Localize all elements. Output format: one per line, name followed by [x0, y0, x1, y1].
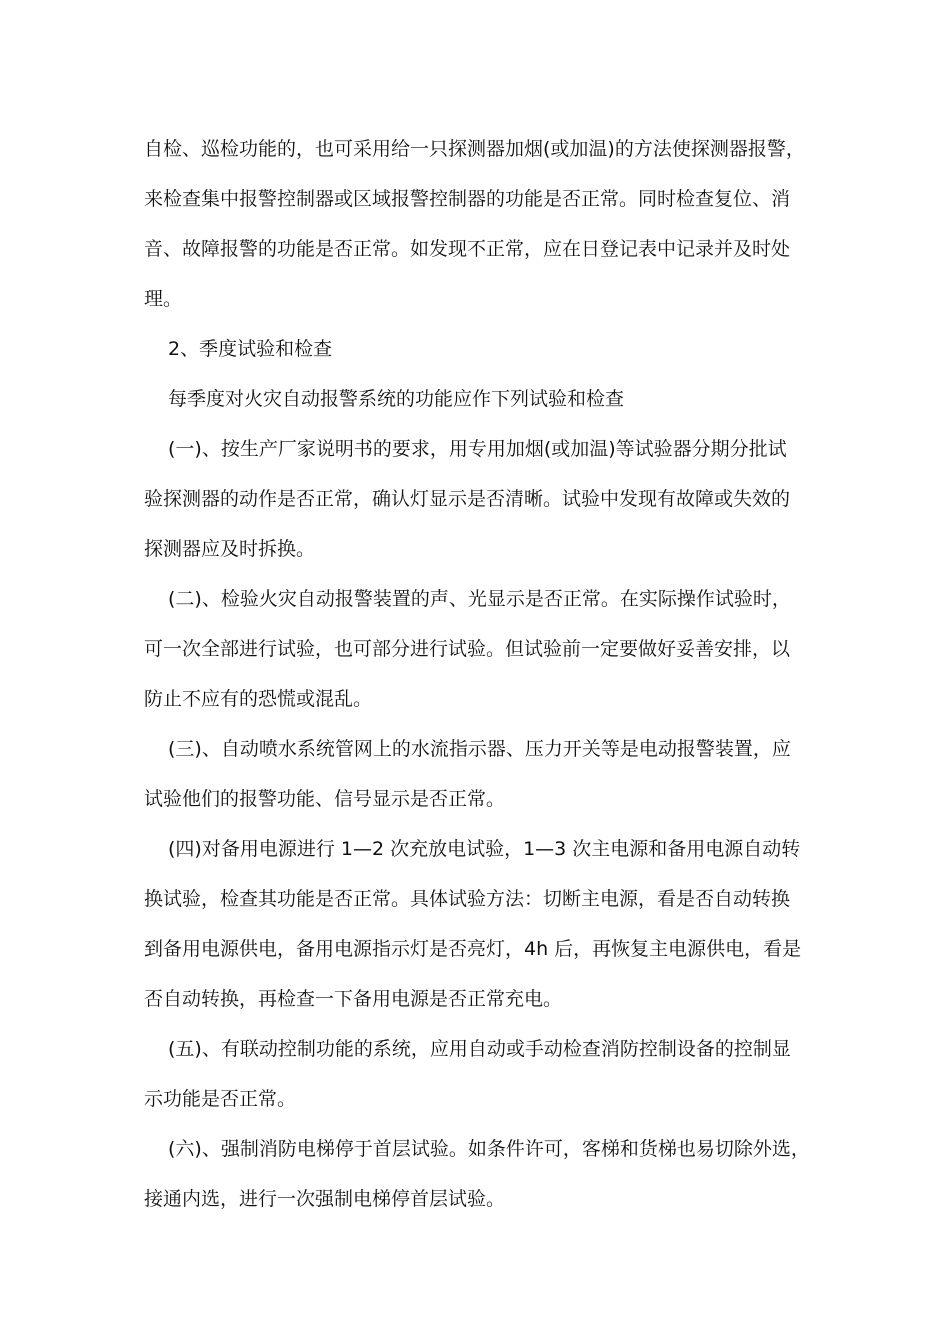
text-line: 可一次全部进行试验，也可部分进行试验。但试验前一定要做好妥善安排，以 [144, 638, 791, 660]
text-line: 来检查集中报警控制器或区域报警控制器的功能是否正常。同时检查复位、消 [144, 188, 791, 210]
text-line: 自检、巡检功能的，也可采用给一只探测器加烟(或加温)的方法使探测器报警， [144, 138, 805, 160]
text-line: 到备用电源供电，备用电源指示灯是否亮灯，4h 后，再恢复主电源供电，看是 [144, 938, 802, 960]
text-line: 否自动转换，再检查一下备用电源是否正常充电。 [144, 988, 563, 1010]
text-line: 接通内选，进行一次强制电梯停首层试验。 [144, 1188, 506, 1210]
text-line: 探测器应及时拆换。 [144, 538, 316, 560]
text-line: (一)、按生产厂家说明书的要求，用专用加烟(或加温)等试验器分期分批试 [168, 438, 787, 460]
text-line: 验探测器的动作是否正常，确认灯显示是否清晰。试验中发现有故障或失效的 [144, 488, 791, 510]
text-line: (五)、有联动控制功能的系统，应用自动或手动检查消防控制设备的控制显 [168, 1038, 791, 1060]
text-line: 每季度对火灾自动报警系统的功能应作下列试验和检查 [168, 388, 625, 410]
text-line: (三)、自动喷水系统管网上的水流指示器、压力开关等是电动报警装置，应 [168, 738, 791, 760]
text-line: 示功能是否正常。 [144, 1088, 297, 1110]
text-line: 防止不应有的恐慌或混乱。 [144, 688, 373, 710]
text-line: 试验他们的报警功能、信号显示是否正常。 [144, 788, 506, 810]
section-heading: 2、季度试验和检查 [168, 338, 333, 360]
text-line: 理。 [144, 288, 183, 310]
text-line: 音、故障报警的功能是否正常。如发现不正常，应在日登记表中记录并及时处 [144, 238, 791, 260]
text-line: 换试验，检查其功能是否正常。具体试验方法：切断主电源，看是否自动转换 [144, 888, 791, 910]
text-line: (四)对备用电源进行 1—2 次充放电试验，1—3 次主电源和备用电源自动转 [168, 838, 801, 860]
text-line: (六)、强制消防电梯停于首层试验。如条件许可，客梯和货梯也易切除外选， [168, 1138, 810, 1160]
text-line: (二)、检验火灾自动报警装置的声、光显示是否正常。在实际操作试验时， [168, 588, 791, 610]
